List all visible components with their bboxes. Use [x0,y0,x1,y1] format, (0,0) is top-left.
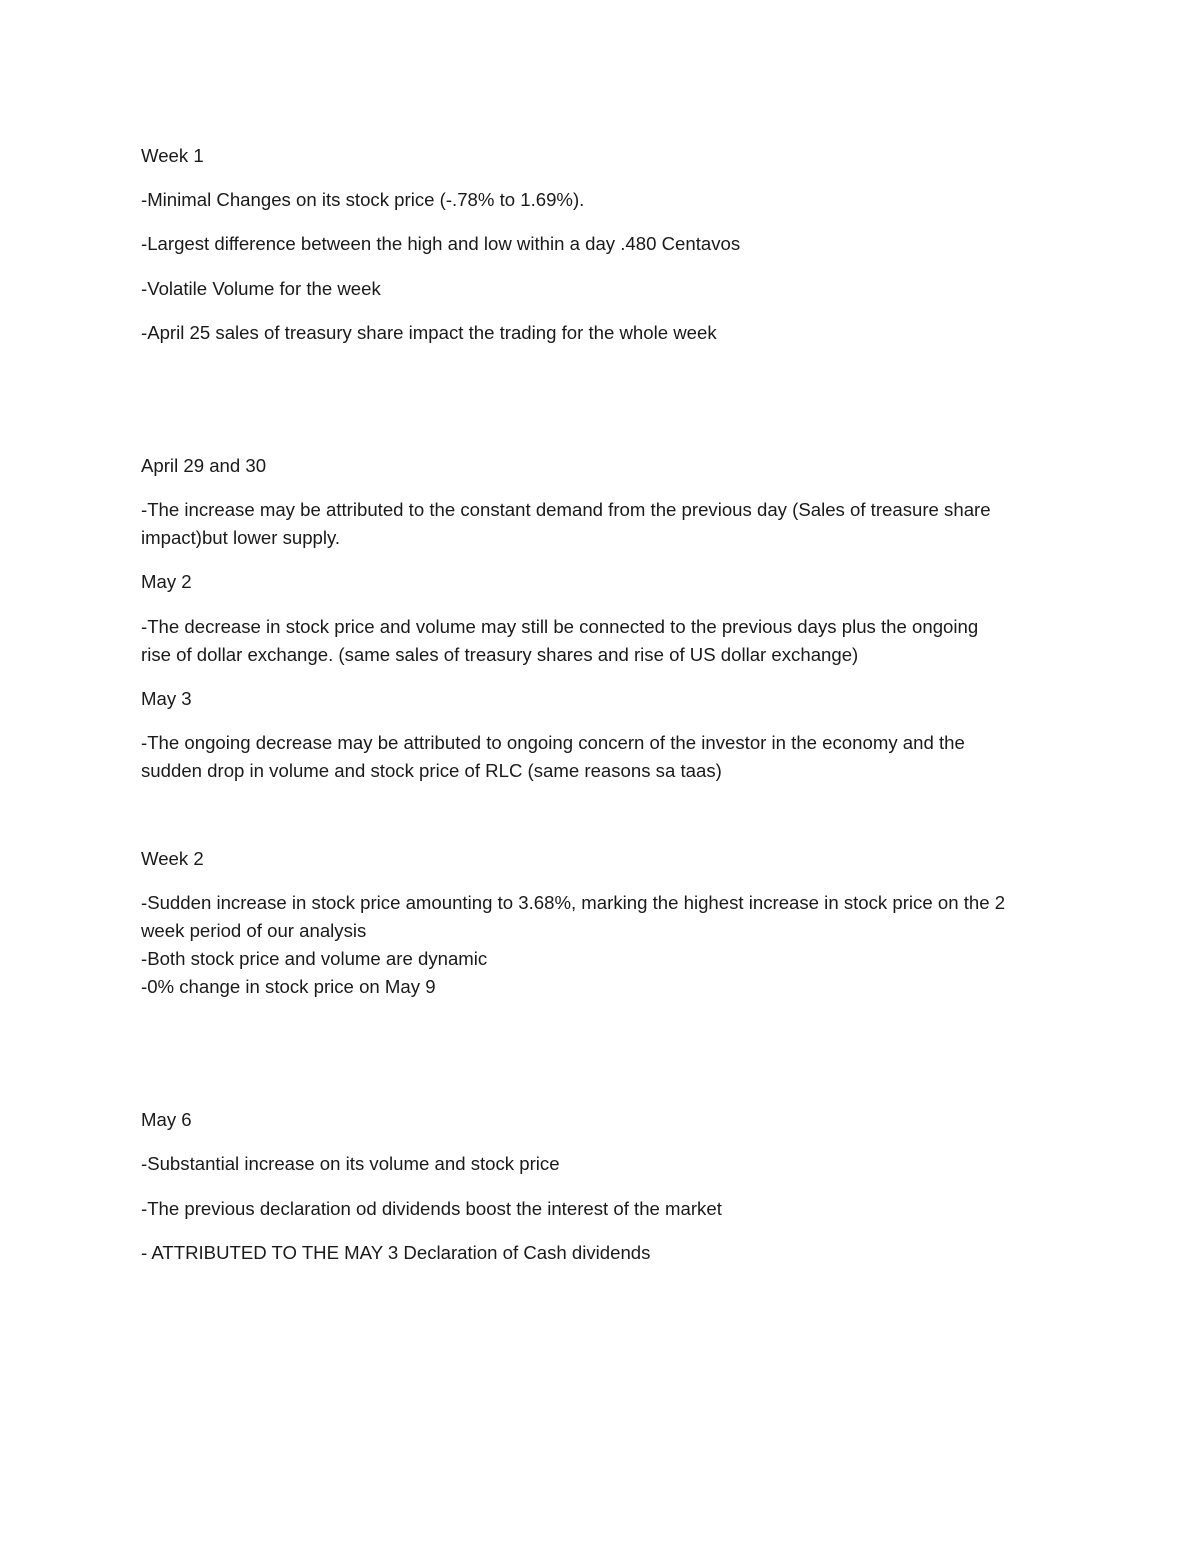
may6-item: - ATTRIBUTED TO THE MAY 3 Declaration of Cash dividends [141,1242,651,1263]
may2-heading: May 2 [141,571,192,592]
may6-item: -The previous declaration od dividends boost the interest of the market [141,1198,722,1219]
week1-item: -Largest difference between the high and low within a day .480 Centavos [141,233,741,254]
may6-heading: May 6 [141,1109,192,1130]
week1-item: -Volatile Volume for the week [141,278,381,299]
week1-item: -Minimal Changes on its stock price (-.78% to 1.69%). [141,189,585,210]
may2-text: -The decrease in stock price and volume may still be connected to the previous days plus the ongoing [141,616,979,637]
week2-line: -Sudden increase in stock price amounting to 3.68%, marking the highest increase in stock price on the 2 [141,892,1006,913]
may3-text: -The ongoing decrease may be attributed to ongoing concern of the investor in the economy and the [141,732,965,753]
may6-item: -Substantial increase on its volume and stock price [141,1153,560,1174]
week2-line: -0% change in stock price on May 9 [141,976,436,997]
may3-heading: May 3 [141,688,192,709]
may3-text: sudden drop in volume and stock price of RLC (same reasons sa taas) [141,760,722,781]
week2-line: -Both stock price and volume are dynamic [141,948,488,969]
may2-text: rise of dollar exchange. (same sales of treasury shares and rise of US dollar exchange) [141,644,859,665]
april-29-30-heading: April 29 and 30 [141,455,267,476]
week2-heading: Week 2 [141,848,204,869]
week2-line: week period of our analysis [141,920,367,941]
week1-item: -April 25 sales of treasury share impact the trading for the whole week [141,322,717,343]
april-29-30-text: -The increase may be attributed to the constant demand from the previous day (Sales of treasure share [141,499,991,520]
april-29-30-text: impact)but lower supply. [141,527,341,548]
week1-heading: Week 1 [141,145,204,166]
